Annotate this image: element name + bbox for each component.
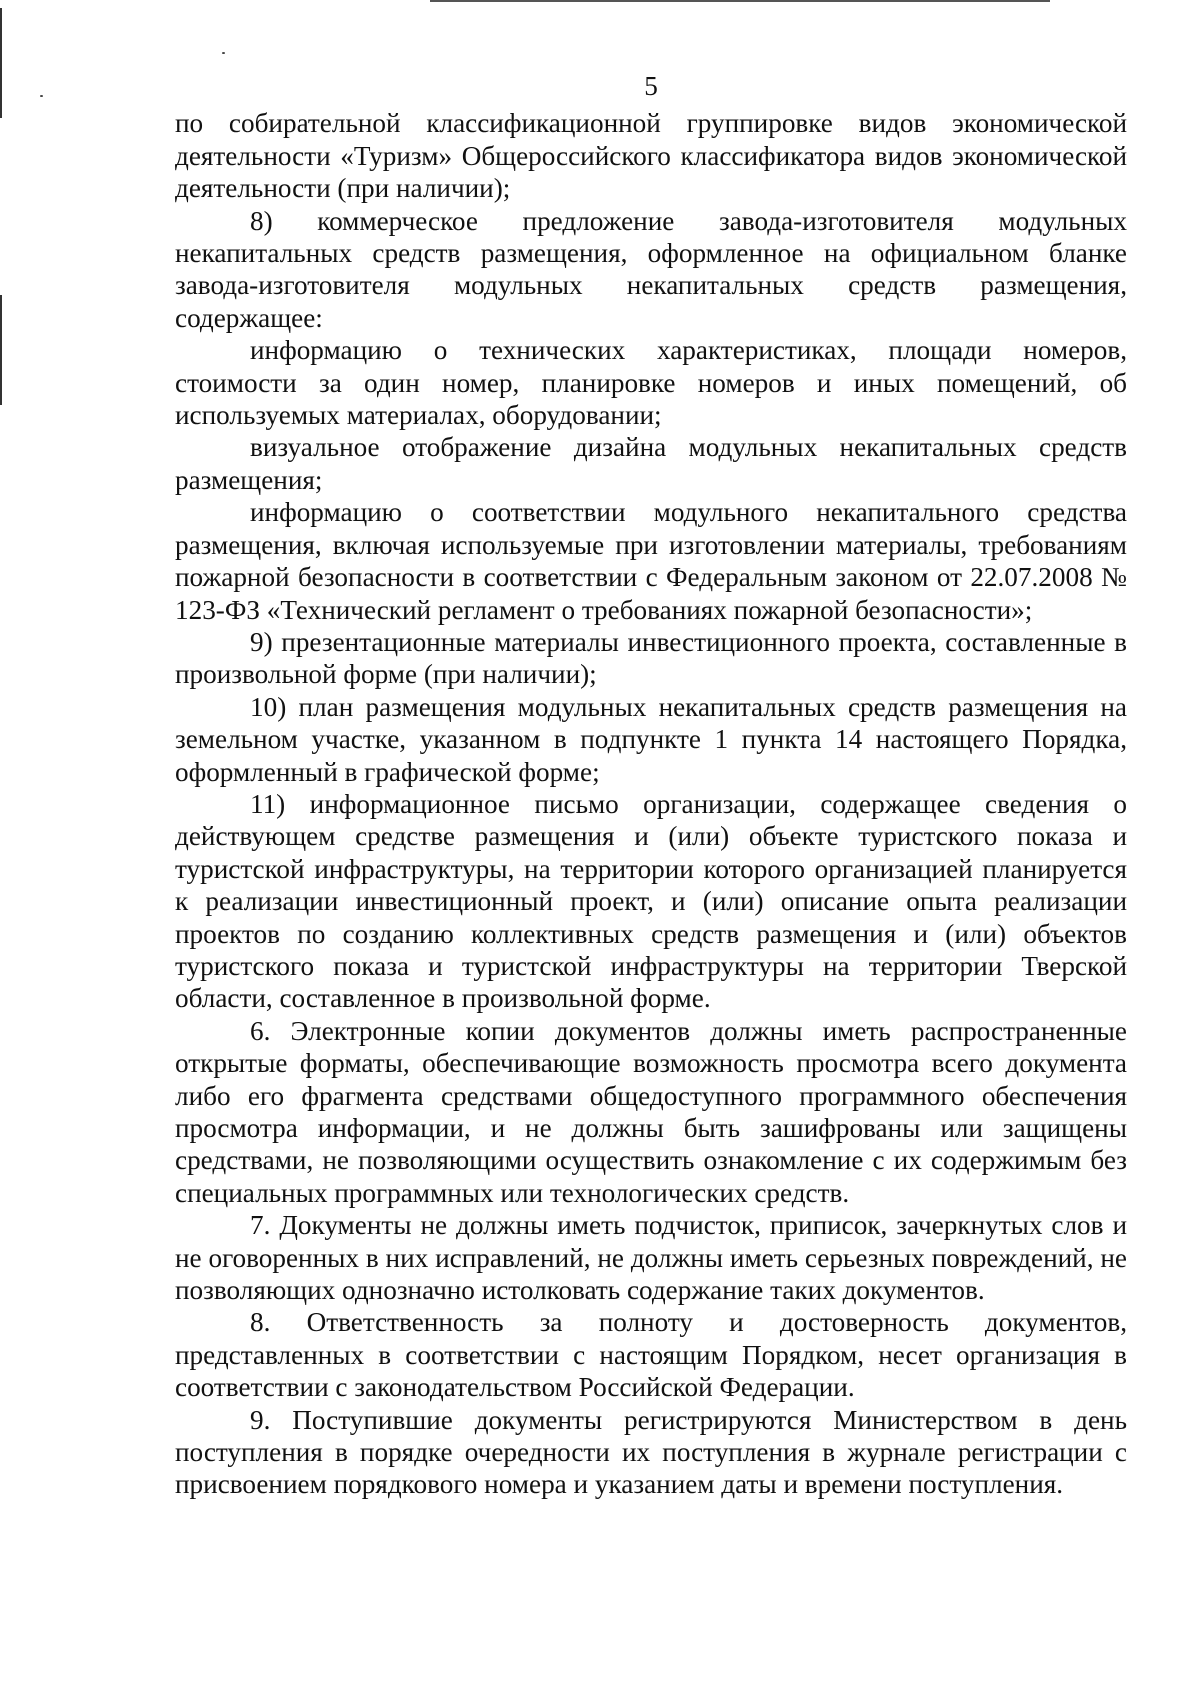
document-page bbox=[175, 70, 1127, 1501]
paragraph-section-6: 6. Электронные копии документов должны иметь распространенные открытые форматы, обеспечивающие возможность просмотра всего документа либо его фрагмента средствами общедоступного программного обеспечения просмотра информации, и не должны быть зашифрованы или защищены средствами, не позволяющими осуществить ознакомление с их содержимым без специальных программных или технологических средств. bbox=[175, 1015, 1127, 1208]
paragraph-item-9: 9) презентационные материалы инвестиционного проекта, составленные в произвольной форме (при наличии); bbox=[175, 626, 1127, 690]
paragraph-section-7: 7. Документы не должны иметь подчисток, приписок, зачеркнутых слов и не оговоренных в них исправлений, не должны иметь серьезных повреждений, не позволяющих однозначно истолковать содержание таких документов. bbox=[175, 1210, 1127, 1306]
scan-margin-mark bbox=[0, 295, 2, 405]
page-number: 5 bbox=[644, 71, 658, 101]
paragraph-item-11: 11) информационное письмо организации, содержащее сведения о действующем средстве размещения и (или) объекте туристского показа и туристской инфраструктуры, на территории которого организацией планируется к реализации инвестиционный проект, и (или) описание опыта реализации проектов по созданию коллективных средств размещения и (или) объектов туристского показа и туристской инфраструктуры на территории Тверской области, составленное в произвольной форме. bbox=[175, 788, 1127, 1014]
scan-speck bbox=[222, 52, 225, 54]
paragraph-item-10: 10) план размещения модульных некапитальных средств размещения на земельном участке, указанном в подпункте 1 пункта 14 настоящего Порядка, оформленный в графической форме; bbox=[175, 691, 1127, 787]
paragraph-technical-info: информацию о технических характеристиках, площади номеров, стоимости за один номер, планировке номеров и иных помещений, об используемых материалах, оборудовании; bbox=[175, 335, 1127, 431]
scan-speck bbox=[40, 95, 43, 97]
scan-margin-mark bbox=[0, 8, 2, 118]
paragraph-section-9: 9. Поступившие документы регистрируются Министерством в день поступления в порядке очередности их поступления в журнале регистрации с присвоением порядкового номера и указанием даты и времени поступления. bbox=[175, 1404, 1127, 1500]
paragraph-visual-design: визуальное отображение дизайна модульных некапитальных средств размещения; bbox=[175, 432, 1127, 495]
paragraph-section-8: 8. Ответственность за полноту и достоверность документов, представленных в соответствии с настоящим Порядком, несет организация в соответствии с законодательством Российской Федерации. bbox=[175, 1307, 1127, 1403]
paragraph-continuation: по собирательной классификационной группировке видов экономической деятельности «Туризм» Общероссийского классификатора видов экономической деятельности (при наличии); bbox=[175, 108, 1127, 204]
paragraph-item-8: 8) коммерческое предложение завода-изготовителя модульных некапитальных средств размещения, оформленное на официальном бланке завода-изготовителя модульных некапитальных средств размещения, содержащее: bbox=[175, 205, 1127, 333]
paragraph-fire-safety: информацию о соответствии модульного некапитального средства размещения, включая используемые при изготовлении материалы, требованиям пожарной безопасности в соответствии с Федеральным законом от 22.07.2008 № 123-ФЗ «Технический регламент о требованиях пожарной безопасности»; bbox=[175, 497, 1127, 625]
scan-edge-line bbox=[430, 0, 1050, 2]
